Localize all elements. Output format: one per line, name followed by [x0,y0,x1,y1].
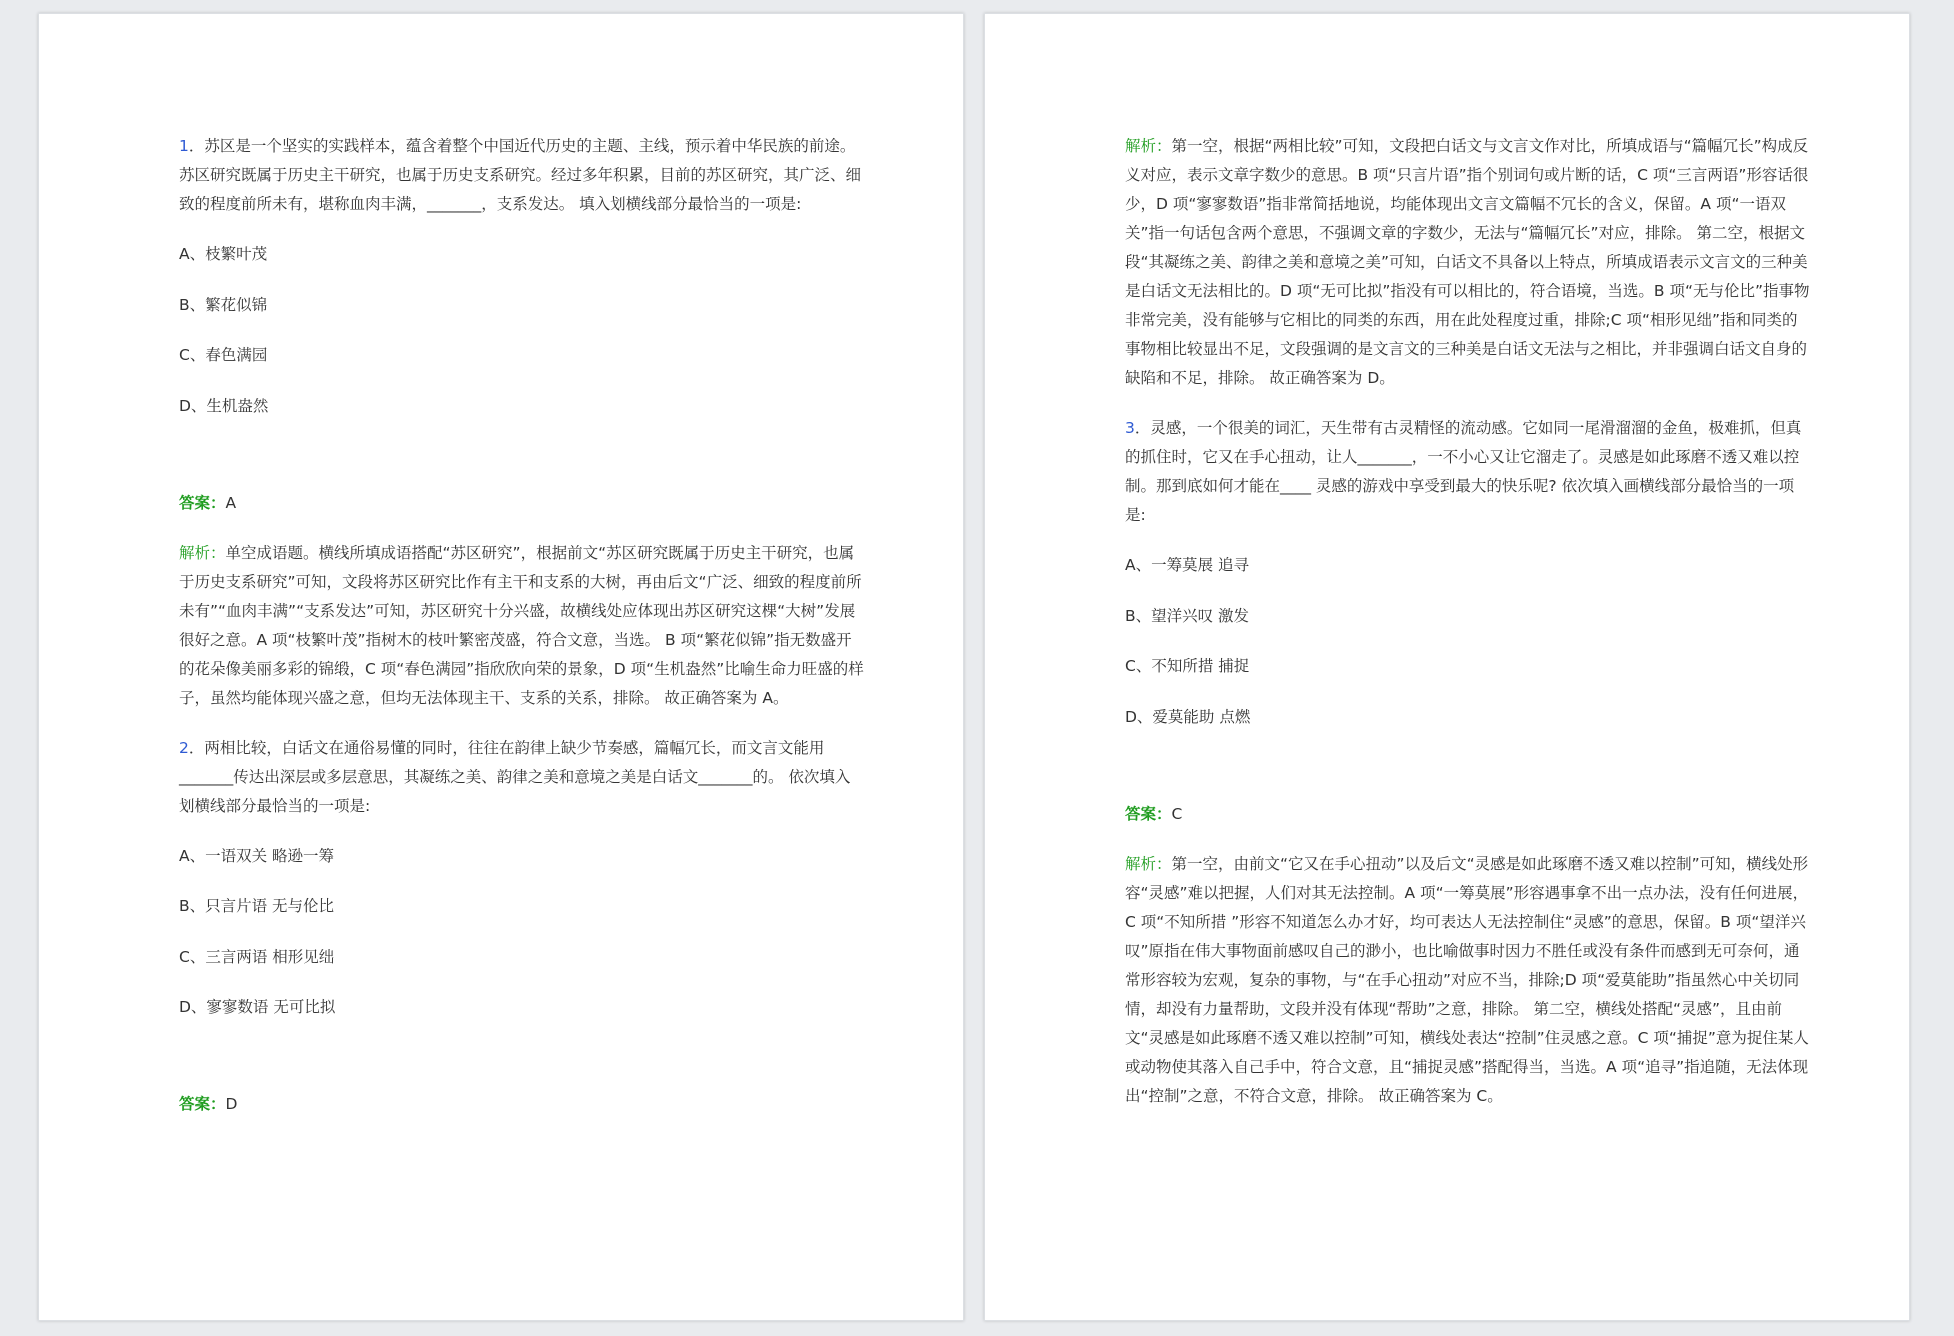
question-3-option-b: B、望洋兴叹 激发 [1125,606,1250,625]
page-1-content [179,132,865,1140]
question-2-number: 2 [179,738,189,757]
question-3-answer [1125,800,1811,829]
analysis-label: 解析： [1125,854,1172,873]
question-1-answer [179,489,865,518]
answer-label: 答案： [1125,804,1172,823]
question-1 [179,132,865,713]
analysis-label: 解析： [179,543,226,562]
answer-label: 答案： [179,1095,226,1113]
question-2-answer-value: D [225,1095,238,1113]
question-3-option-d: D、爱莫能助 点燃 [1125,707,1251,726]
question-1-analysis [179,539,865,713]
question-2-option-d: D、寥寥数语 无可比拟 [179,998,336,1016]
question-1-option-b: B、繁花似锦 [179,295,268,314]
question-2-options [179,842,865,1023]
question-2-answer [179,1090,865,1119]
question-2-analysis [1125,132,1811,393]
question-1-text: ．苏区是一个坚实的实践样本，蕴含着整个中国近代历史的主题、主线，预示着中华民族的前途。苏区研究既属于历史主干研究，也属于历史支系研究。经过多年积累，目前的苏区研究，其广泛、细致的程度前所未有，堪称血肉丰满，_______，支系发达。 填入划横线部分最恰当的一项是: [179,137,862,213]
analysis-label: 解析： [1125,137,1172,155]
page-2-content [1125,132,1811,1132]
question-2-text: ．两相比较，白话文在通俗易懂的同时，往往在韵律上缺少节奏感，篇幅冗长，而文言文能用_______传达出深层或多层意思，其凝练之美、韵律之美和意境之美是白话文_______的。 依次填入划横线部分最恰当的一项是: [179,738,851,815]
answer-label: 答案： [179,493,226,512]
question-3-option-a: A、一筹莫展 追寻 [1125,556,1250,574]
question-2-analysis-text: 第一空，根据“两相比较”可知，文段把白话文与文言文作对比，所填成语与“篇幅冗长”构成反义对应，表示文章字数少的意思。B 项“只言片语”指个别词句或片断的话，C 项“三言两语”形容话很少，D 项“寥寥数语”指非常简括地说，均能体现出文言文篇幅不冗长的含义，保留。A 项“一语双关”指一句话包含两个意思，不强调文章的字数少，无法与“篇幅冗长”对应，排除。 第二空，根据文段“其凝练之美、韵律之美和意境之美”可知，白话文不具备以上特点，所填成语表示文言文的三种美是白话文无法相比的。D 项“无可比拟”指没有可以相比的，符合语境，当选。B 项“无与伦比”指事物非常完美，没有能够与它相比的同类的东西，用在此处程度过重，排除;C 项“相形见绌”指和同类的事物相比较显出不足，文段强调的是文言文的三种美是白话文无法与之相比，并非强调白话文自身的缺陷和不足，排除。 故正确答案为 D。 [1125,137,1810,387]
question-1-stem [179,132,865,219]
question-3-analysis [1125,850,1811,1111]
question-1-option-a: A、枝繁叶茂 [179,245,268,263]
question-2-option-c: C、三言两语 相形见绌 [179,947,335,966]
question-2-option-a: A、一语双关 略逊一筹 [179,846,335,865]
question-1-analysis-text: 单空成语题。横线所填成语搭配“苏区研究”，根据前文“苏区研究既属于历史主干研究，也属于历史支系研究”可知，文段将苏区研究比作有主干和支系的大树，再由后文“广泛、细致的程度前所未有”“血肉丰满”“支系发达”可知，苏区研究十分兴盛，故横线处应体现出苏区研究这棵“大树”发展很好之意。A 项“枝繁叶茂”指树木的枝叶繁密茂盛，符合文意，当选。 B 项“繁花似锦”指无数盛开的花朵像美丽多彩的锦缎，C 项“春色满园”指欣欣向荣的景象，D 项“生机盎然”比喻生命力旺盛的样子，虽然均能体现兴盛之意，但均无法体现主干、支系的关系，排除。 故正确答案为 A。 [179,543,864,707]
question-2-option-b: B、只言片语 无与伦比 [179,897,335,915]
question-1-answer-value: A [225,493,237,512]
question-3-answer-value: C [1171,804,1183,823]
question-1-number: 1 [179,137,189,155]
question-1-options [179,240,865,421]
question-3-number: 3 [1125,419,1135,437]
question-2 [179,734,865,1120]
question-3-stem [1125,414,1811,530]
question-3 [1125,414,1811,1111]
page-2 [984,13,1910,1321]
question-3-analysis-text: 第一空，由前文“它又在手心扭动”以及后文“灵感是如此琢磨不透又难以控制”可知，横线处形容“灵感”难以把握，人们对其无法控制。A 项“一筹莫展”形容遇事拿不出一点办法，没有任何进展，C 项“不知所措 ”形容不知道怎么办才好，均可表达人无法控制住“灵感”的意思，保留。B 项“望洋兴叹”原指在伟大事物面前感叹自己的渺小，也比喻做事时因力不胜任或没有条件而感到无可奈何，通常形容较为宏观，复杂的事物，与“在手心扭动”对应不当，排除;D 项“爱莫能助”指虽然心中关切同情，却没有力量帮助，文段并没有体现“帮助”之意，排除。 第二空，横线处搭配“灵感”，且由前文“灵感是如此琢磨不透又难以控制”可知，横线处表达“控制”住灵感之意。C 项“捕捉”意为捉住某人或动物使其落入自己手中，符合文意，且“捕捉灵感”搭配得当，当选。A 项“追寻”指追随，无法体现出“控制”之意，不符合文意，排除。 故正确答案为 C。 [1125,854,1809,1105]
question-2-stem [179,734,865,821]
question-3-text: ．灵感，一个很美的词汇，天生带有古灵精怪的流动感。它如同一尾滑溜溜的金鱼，极难抓，但真的抓住时，它又在手心扭动，让人_______，一不小心又让它溜走了。灵感是如此琢磨不透又难以控制。那到底如何才能在____ 灵感的游戏中享受到最大的快乐呢? 依次填入画横线部分最恰当的一项是: [1125,419,1802,524]
page-1 [38,13,964,1321]
question-1-option-c: C、春色满园 [179,346,268,364]
question-1-option-d: D、生机盎然 [179,396,269,415]
question-3-option-c: C、不知所措 捕捉 [1125,657,1250,675]
question-3-options [1125,551,1811,732]
